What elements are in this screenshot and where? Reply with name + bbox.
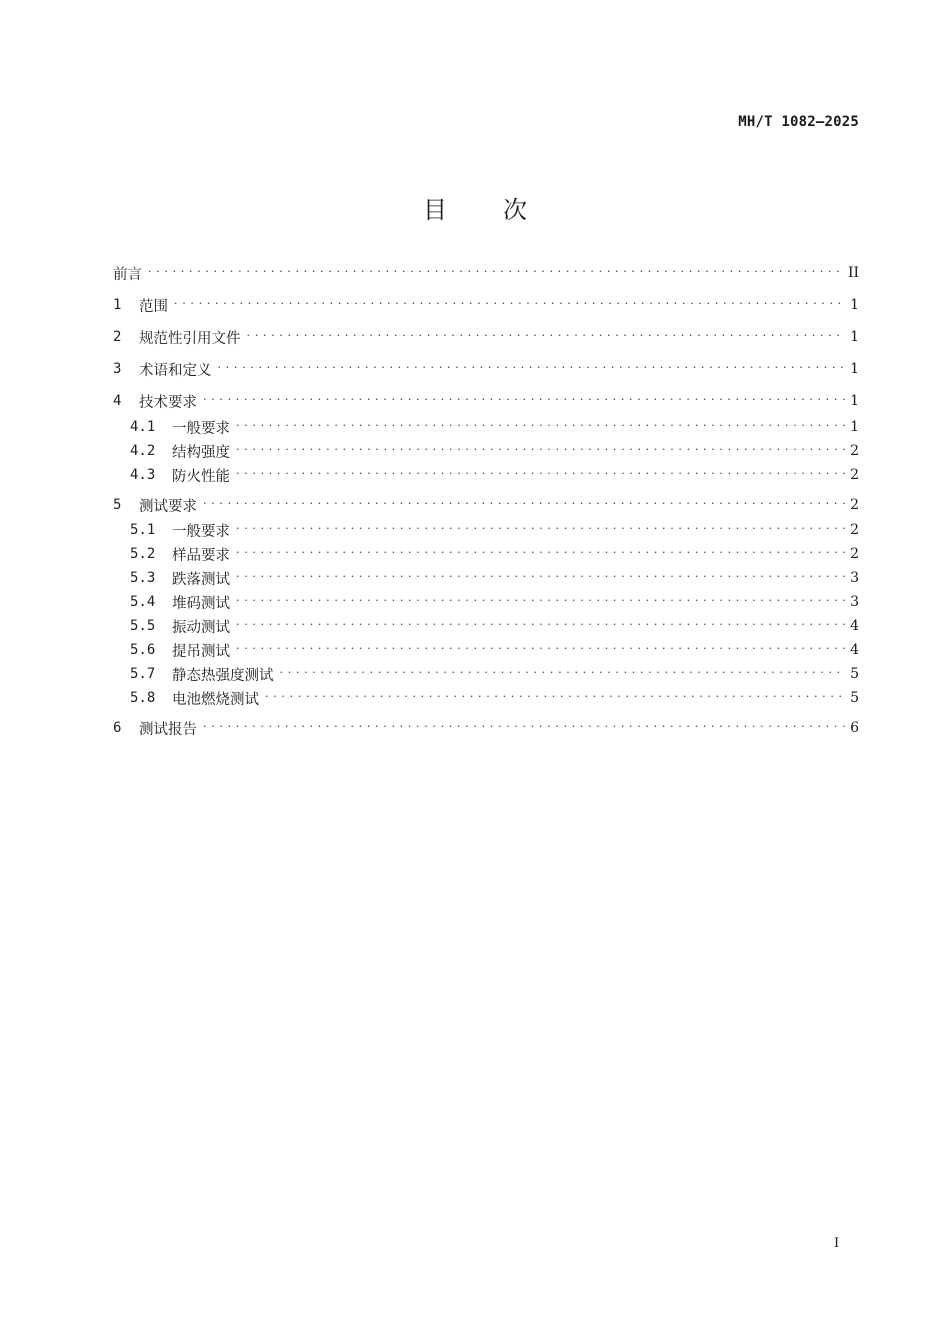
- toc-entry-5-4[interactable]: [130, 592, 859, 612]
- toc-entry-text: 规范性引用文件: [139, 330, 241, 347]
- toc-entry-page: 4: [850, 618, 859, 634]
- toc-entry-page: 5: [850, 690, 859, 706]
- toc-leader: [236, 592, 845, 612]
- toc-entry-5-8[interactable]: [130, 688, 859, 708]
- standard-number: MH/T 1082—2025: [738, 114, 859, 130]
- toc-entry-1[interactable]: [113, 295, 859, 315]
- toc-leader: [236, 465, 845, 485]
- toc-entry-5-5[interactable]: [130, 616, 859, 636]
- toc-entry-text: 范围: [139, 298, 168, 315]
- toc-entry-page: II: [847, 265, 859, 281]
- toc-entry-number: 3: [113, 361, 122, 377]
- toc-entry-5-3[interactable]: [130, 568, 859, 588]
- toc-entry-text: 样品要求: [172, 547, 230, 564]
- toc-entry-number: 5.3: [130, 570, 156, 586]
- toc-leader: [265, 688, 845, 708]
- toc-entry-number: 2: [113, 329, 122, 345]
- toc-entry-5-2[interactable]: [130, 544, 859, 564]
- toc-entry-number: 5.8: [130, 690, 156, 706]
- toc-leader: [236, 616, 845, 636]
- toc-title-char-1: 目: [423, 196, 447, 224]
- toc-entry-page: 1: [850, 419, 859, 435]
- toc-entry-number: 5.4: [130, 594, 156, 610]
- toc-leader: [174, 295, 845, 315]
- toc-entry-text: 测试要求: [139, 498, 197, 515]
- toc-entry-number: 6: [113, 720, 122, 736]
- toc-leader: [218, 359, 846, 379]
- toc-entry-5-7[interactable]: [130, 664, 859, 684]
- toc-entry-number: 4: [113, 393, 122, 409]
- toc-leader: [236, 568, 845, 588]
- toc-entry-page: 2: [850, 443, 859, 459]
- toc-entry-number: 5: [113, 497, 122, 513]
- toc-entry-page: 1: [850, 297, 859, 313]
- toc-entry-page: 3: [850, 594, 859, 610]
- toc-entry-text: 术语和定义: [139, 362, 212, 379]
- toc-entry-page: 1: [850, 361, 859, 377]
- toc-entry-number: 5.7: [130, 666, 156, 682]
- toc-entry-5-6[interactable]: [130, 640, 859, 660]
- toc-entry-number: 5.1: [130, 522, 156, 538]
- toc-leader: [236, 640, 845, 660]
- toc-title: [0, 190, 950, 225]
- toc-entry-page: 6: [850, 720, 859, 736]
- toc-leader: [203, 391, 845, 411]
- toc-entry-text: 提吊测试: [172, 643, 230, 660]
- toc-entry-text: 电池燃烧测试: [172, 691, 259, 708]
- toc-entry-text: 振动测试: [172, 619, 230, 636]
- toc-entry-text: 堆码测试: [172, 595, 230, 612]
- toc-entry-3[interactable]: [113, 359, 859, 379]
- toc-leader: [236, 544, 845, 564]
- toc-entry-text: 测试报告: [139, 721, 197, 738]
- toc-entry-text: 技术要求: [139, 394, 197, 411]
- toc-entry-text: 跌落测试: [172, 571, 230, 588]
- toc-leader: [280, 664, 846, 684]
- toc-leader: [203, 495, 845, 515]
- toc-entry-page: 1: [850, 329, 859, 345]
- toc-leader: [236, 520, 845, 540]
- toc-entry-text: 一般要求: [172, 523, 230, 540]
- page-number: I: [834, 1236, 840, 1251]
- toc-title-char-2: 次: [503, 196, 527, 224]
- toc-entry-number: 1: [113, 297, 122, 313]
- toc-entry-text: 结构强度: [172, 444, 230, 461]
- toc-leader: [148, 263, 844, 283]
- toc-entry-page: 4: [850, 642, 859, 658]
- toc-entry-text: 静态热强度测试: [172, 667, 274, 684]
- toc-leader: [203, 718, 845, 738]
- toc-entry-4-3[interactable]: [130, 465, 859, 485]
- toc-entry-number: 5.5: [130, 618, 156, 634]
- toc-entry-number: 4.1: [130, 419, 156, 435]
- toc-entry-5-1[interactable]: [130, 520, 859, 540]
- toc-entry-number: 4.2: [130, 443, 156, 459]
- toc-entry-number: 4.3: [130, 467, 156, 483]
- toc-entry-2[interactable]: [113, 327, 859, 347]
- toc-leader: [236, 417, 845, 437]
- toc-entry-6[interactable]: [113, 718, 859, 738]
- toc-entry-text: 前言: [113, 266, 142, 283]
- toc-entry-4[interactable]: [113, 391, 859, 411]
- toc-entry-page: 2: [850, 497, 859, 513]
- toc-entry-5[interactable]: [113, 495, 859, 515]
- toc-entry-text: 防火性能: [172, 468, 230, 485]
- toc-entry-page: 1: [850, 393, 859, 409]
- toc-entry-page: 2: [850, 522, 859, 538]
- toc-entry-page: 2: [850, 546, 859, 562]
- toc-leader: [236, 441, 845, 461]
- toc-entry-text: 一般要求: [172, 420, 230, 437]
- toc-entry-foreword[interactable]: [113, 263, 859, 283]
- toc-entry-4-1[interactable]: [130, 417, 859, 437]
- toc-entry-4-2[interactable]: [130, 441, 859, 461]
- toc-leader: [247, 327, 846, 347]
- toc-entry-number: 5.6: [130, 642, 156, 658]
- toc-entry-number: 5.2: [130, 546, 156, 562]
- toc-entry-page: 2: [850, 467, 859, 483]
- toc-entry-page: 5: [850, 666, 859, 682]
- toc-entry-page: 3: [850, 570, 859, 586]
